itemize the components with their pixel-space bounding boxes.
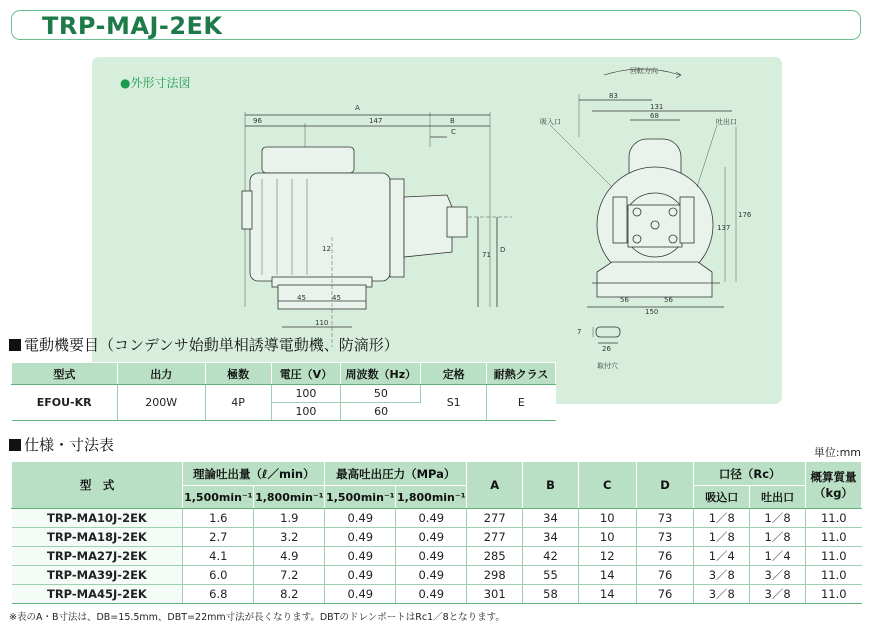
dim-A: A (355, 104, 360, 112)
dim-68: 68 (650, 112, 659, 120)
dim-7: 7 (577, 328, 582, 336)
row-C: 14 (578, 566, 636, 585)
spec-col-B: B (523, 462, 579, 509)
row-pressure-1800: 0.49 (396, 585, 467, 604)
motor-col-heat-class: 耐熱クラス (487, 363, 556, 385)
front-view (550, 69, 736, 343)
square-bullet-icon (9, 439, 21, 451)
dim-D: D (500, 246, 506, 254)
row-C: 10 (578, 528, 636, 547)
spec-sub-pressure-1500: 1,500min⁻¹ (325, 486, 396, 509)
dim-176: 176 (738, 211, 752, 219)
motor-col-output: 出力 (117, 363, 205, 385)
motor-heading-text: 電動機要目（コンデンサ始動単相誘導電動機、防滴形） (24, 336, 399, 354)
spec-header-row (12, 462, 862, 486)
dim-45a: 45 (297, 294, 306, 302)
side-view (242, 112, 512, 347)
motor-section-heading (9, 334, 399, 355)
spec-dimension-table (11, 461, 862, 604)
motor-header-row (12, 363, 556, 385)
row-D: 76 (636, 547, 694, 566)
row-suction: 3／8 (694, 585, 750, 604)
spec-sub-suction: 吸込口 (694, 486, 750, 509)
row-D: 73 (636, 528, 694, 547)
row-A: 301 (467, 585, 523, 604)
row-discharge: 1／8 (750, 509, 806, 528)
spec-col-pressure: 最高吐出圧力（MPa） (325, 462, 467, 486)
dim-56a: 56 (620, 296, 629, 304)
row-B: 34 (523, 509, 579, 528)
table-row (12, 566, 862, 585)
spec-heading-text: 仕様・寸法表 (24, 436, 115, 454)
page-title: TRP-MAJ-2EK (42, 12, 223, 40)
spec-sub-flow-1500: 1,500min⁻¹ (183, 486, 254, 509)
row-flow-1500: 1.6 (183, 509, 254, 528)
motor-output: 200W (117, 385, 205, 421)
spec-col-C: C (578, 462, 636, 509)
spec-col-A: A (467, 462, 523, 509)
dim-110: 110 (315, 319, 329, 327)
motor-spec-table (11, 362, 556, 421)
motor-row (12, 385, 556, 403)
row-D: 76 (636, 585, 694, 604)
dim-26: 26 (602, 345, 611, 353)
motor-voltage: 100 (271, 403, 341, 421)
dim-B: B (450, 117, 455, 125)
spec-sub-flow-1800: 1,800min⁻¹ (254, 486, 325, 509)
table-row (12, 509, 862, 528)
row-flow-1800: 8.2 (254, 585, 325, 604)
drawing-heading: ●外形寸法図 (120, 76, 191, 90)
spec-sub-pressure-1800: 1,800min⁻¹ (396, 486, 467, 509)
dim-96: 96 (253, 117, 262, 125)
motor-rating: S1 (421, 385, 487, 421)
row-suction: 1／8 (694, 528, 750, 547)
row-A: 285 (467, 547, 523, 566)
row-C: 10 (578, 509, 636, 528)
row-pressure-1800: 0.49 (396, 509, 467, 528)
motor-heat-class: E (487, 385, 556, 421)
row-discharge: 1／4 (750, 547, 806, 566)
motor-col-model: 型式 (12, 363, 118, 385)
row-A: 277 (467, 528, 523, 547)
row-C: 14 (578, 585, 636, 604)
row-flow-1500: 2.7 (183, 528, 254, 547)
motor-poles: 4P (205, 385, 271, 421)
row-B: 55 (523, 566, 579, 585)
row-pressure-1500: 0.49 (325, 509, 396, 528)
row-pressure-1800: 0.49 (396, 528, 467, 547)
motor-frequency: 60 (341, 403, 421, 421)
row-mass: 11.0 (805, 528, 861, 547)
motor-model: EFOU-KR (12, 385, 118, 421)
row-flow-1800: 1.9 (254, 509, 325, 528)
row-flow-1500: 6.0 (183, 566, 254, 585)
dim-83: 83 (609, 92, 618, 100)
row-discharge: 3／8 (750, 566, 806, 585)
row-mass: 11.0 (805, 585, 861, 604)
row-D: 73 (636, 509, 694, 528)
row-pressure-1500: 0.49 (325, 528, 396, 547)
dim-56b: 56 (664, 296, 673, 304)
row-B: 34 (523, 528, 579, 547)
row-C: 12 (578, 547, 636, 566)
row-pressure-1500: 0.49 (325, 547, 396, 566)
row-model: TRP-MA45J-2EK (12, 585, 183, 604)
dim-C: C (451, 128, 456, 136)
spec-section-heading (9, 434, 114, 455)
unit-label: 単位:mm (813, 446, 861, 459)
row-mass: 11.0 (805, 547, 861, 566)
spec-col-flow: 理論吐出量（ℓ／min） (183, 462, 325, 486)
row-model: TRP-MA39J-2EK (12, 566, 183, 585)
row-model: TRP-MA27J-2EK (12, 547, 183, 566)
mass-label: 概算質量 (810, 470, 857, 484)
row-flow-1500: 4.1 (183, 547, 254, 566)
row-mass: 11.0 (805, 509, 861, 528)
mount-hole-label: 取付穴 (597, 362, 618, 370)
row-flow-1800: 7.2 (254, 566, 325, 585)
motor-col-voltage: 電圧（V） (271, 363, 341, 385)
motor-frequency: 50 (341, 385, 421, 403)
row-D: 76 (636, 566, 694, 585)
footnote: ※表のA・B寸法は、DB=15.5mm、DBT=22mm寸法が長くなります。DBTのドレンポートはRc1／8となります。 (9, 612, 505, 623)
row-pressure-1500: 0.49 (325, 585, 396, 604)
suction-label: 吸入口 (540, 118, 561, 126)
rotation-label: 回転方向 (630, 67, 658, 75)
table-row (12, 585, 862, 604)
table-row (12, 547, 862, 566)
dim-137: 137 (717, 224, 731, 232)
title-box (11, 10, 861, 40)
dim-150: 150 (645, 308, 659, 316)
spec-col-mass (805, 462, 861, 509)
spec-col-model: 型 式 (12, 462, 183, 509)
spec-col-port: 口径（Rc） (694, 462, 806, 486)
row-suction: 3／8 (694, 566, 750, 585)
motor-col-poles: 極数 (205, 363, 271, 385)
spec-sub-discharge: 吐出口 (750, 486, 806, 509)
row-suction: 1／8 (694, 509, 750, 528)
row-flow-1800: 4.9 (254, 547, 325, 566)
dim-12: 12 (322, 245, 331, 253)
row-pressure-1800: 0.49 (396, 566, 467, 585)
row-pressure-1500: 0.49 (325, 566, 396, 585)
discharge-label: 吐出口 (716, 118, 737, 126)
row-model: TRP-MA18J-2EK (12, 528, 183, 547)
row-flow-1500: 6.8 (183, 585, 254, 604)
row-flow-1800: 3.2 (254, 528, 325, 547)
row-pressure-1800: 0.49 (396, 547, 467, 566)
dim-147: 147 (369, 117, 383, 125)
motor-voltage: 100 (271, 385, 341, 403)
table-row (12, 528, 862, 547)
row-model: TRP-MA10J-2EK (12, 509, 183, 528)
motor-col-frequency: 周波数（Hz） (341, 363, 421, 385)
dim-131: 131 (650, 103, 664, 111)
spec-table-body (12, 509, 862, 604)
mass-unit: （kg） (814, 486, 853, 500)
square-bullet-icon (9, 339, 21, 351)
row-discharge: 1／8 (750, 528, 806, 547)
row-discharge: 3／8 (750, 585, 806, 604)
row-A: 298 (467, 566, 523, 585)
spec-col-D: D (636, 462, 694, 509)
dim-45b: 45 (332, 294, 341, 302)
row-suction: 1／4 (694, 547, 750, 566)
dim-71: 71 (482, 251, 491, 259)
row-A: 277 (467, 509, 523, 528)
motor-col-rating: 定格 (421, 363, 487, 385)
row-B: 42 (523, 547, 579, 566)
row-mass: 11.0 (805, 566, 861, 585)
row-B: 58 (523, 585, 579, 604)
